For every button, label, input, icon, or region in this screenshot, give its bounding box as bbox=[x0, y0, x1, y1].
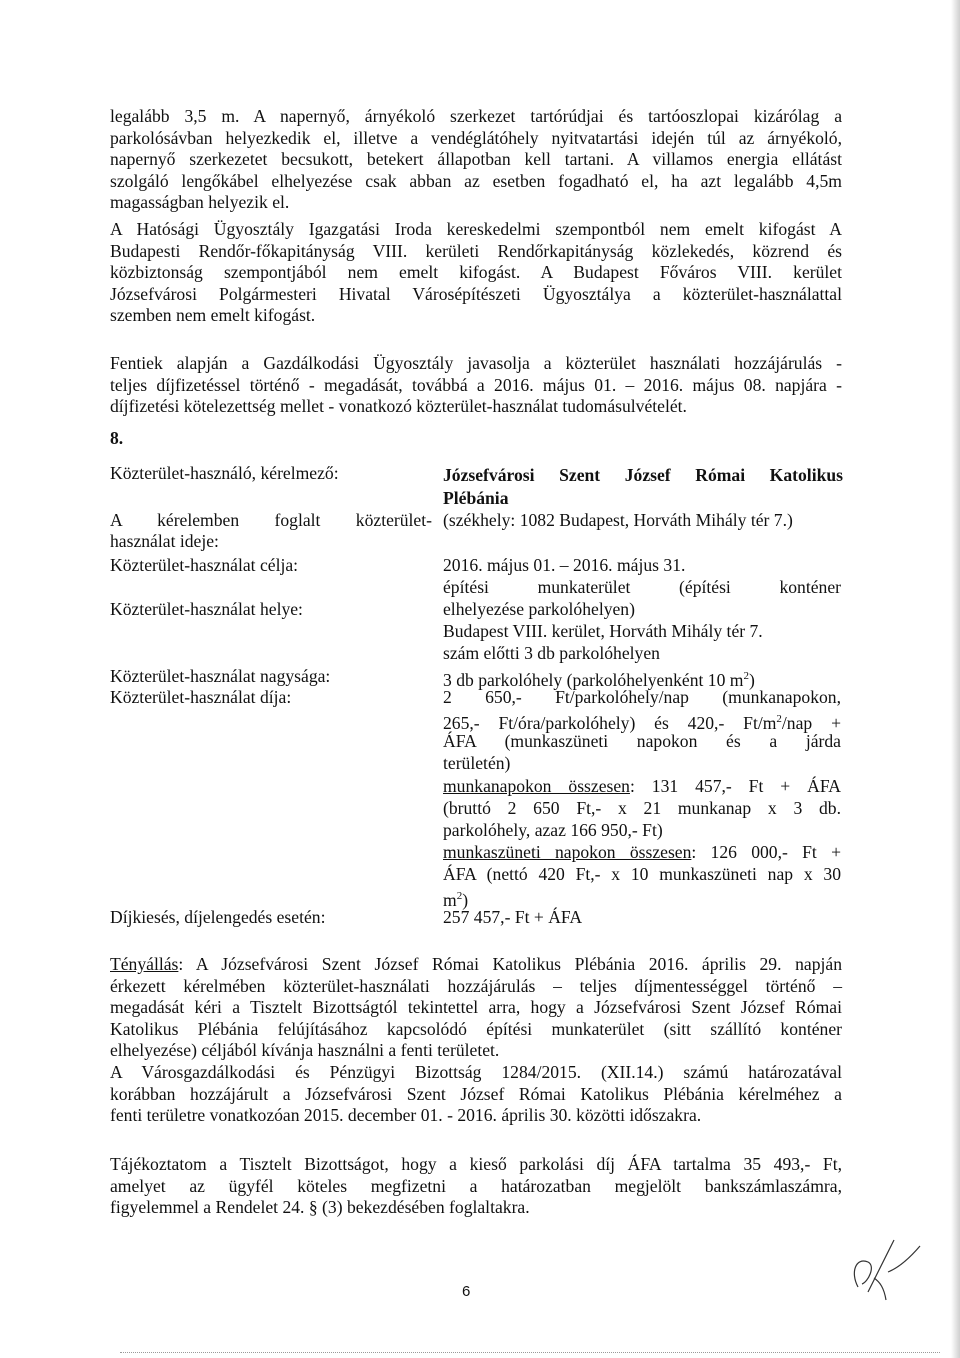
text-line: Fentiek alapján a Gazdálkodási Ügyosztály javasolja a közterület használati hozzájárulás - bbox=[110, 353, 842, 373]
scan-edge-shadow bbox=[951, 0, 960, 1358]
text-line: megadását kéri a Tisztelt Bizottságtól tekintettel arra, hogy a Józsefvárosi Szent József Római bbox=[110, 997, 842, 1017]
text-line: díjfizetési kötelezettség mellet - vonatkozó közterület-használat tudomásulvételét. bbox=[110, 396, 687, 416]
text-line: közbiztonság szempontjából nem emelt kifogást. A Budapest Főváros VIII. kerület bbox=[110, 262, 842, 282]
fee-text-a: 265,- Ft/óra/parkolóhely) és 420,- Ft/m bbox=[443, 712, 777, 733]
text-line: amelyet az ügyfél köteles megfizetni a határozatban megjelölt bankszámlaszámra, bbox=[110, 1175, 842, 1196]
text-line: A Városgazdálkodási és Pénzügyi Bizottság 1284/2015. (XII.14.) számú határozatával bbox=[110, 1062, 842, 1082]
text-line: figyelemmel a Rendelet 24. § (3) bekezdésében foglaltakra. bbox=[110, 1197, 530, 1217]
text-line: napernyő szerkezetet becsukott, betekert állapotban kell tartani. A villamos energia ellátást bbox=[110, 149, 842, 169]
workdays-total-line2: (bruttó 2 650 Ft,- x 21 munkanap x 3 db. bbox=[443, 798, 841, 818]
fee-value-line1: 2 650,- Ft/parkolóhely/nap (munkanapokon, bbox=[443, 687, 841, 707]
text-line: szolgáló lengőkábel elhelyezése csak abban az esetben fogadható el, ha azt legalább 4,5m bbox=[110, 170, 842, 191]
holidays-total-label: munkaszüneti napokon összesen bbox=[443, 842, 692, 862]
waiver-value: 257 457,- Ft + ÁFA bbox=[443, 907, 583, 927]
size-text: 3 db parkolóhely (parkolóhelyenként 10 m bbox=[443, 669, 744, 690]
holidays-sup: 2 bbox=[456, 890, 463, 902]
facts-paragraph bbox=[110, 954, 842, 1062]
fee-text-b: /nap + bbox=[781, 712, 841, 733]
text-line: szemben nem emelt kifogást. bbox=[110, 305, 316, 325]
applicant-seat: (székhely: 1082 Budapest, Horváth Mihály tér 7.) bbox=[443, 510, 793, 530]
holidays-total-value: : 126 000,- Ft + bbox=[691, 842, 841, 862]
text-line: érkezett kérelmében közterület-használati hozzájárulás – teljes díjmentességgel történő – bbox=[110, 975, 842, 996]
size-close: ) bbox=[749, 669, 755, 690]
text-line: legalább 3,5 m. A napernyő, árnyékoló szerkezet tartórúdjai és tartóoszlopai kizárólag a bbox=[110, 106, 842, 126]
holidays-close: ) bbox=[462, 889, 469, 910]
applicant-name-line1: Józsefvárosi Szent József Római Katolikus bbox=[443, 465, 843, 485]
period-value: 2016. május 01. – 2016. május 31. bbox=[443, 555, 686, 575]
size-sup: 2 bbox=[743, 670, 749, 682]
signature-mark bbox=[838, 1232, 928, 1312]
period-label-line2: használat ideje: bbox=[110, 531, 219, 551]
facts-label: Tényállás bbox=[110, 954, 179, 974]
purpose-label: Közterület-használat célja: bbox=[110, 555, 299, 575]
intro-paragraph bbox=[110, 106, 842, 214]
holidays-unit: m bbox=[443, 889, 457, 910]
facts-text: : A Józsefvárosi Szent József Római Katolikus Plébánia 2016. április 29. napján bbox=[178, 954, 842, 974]
workdays-total-label: munkanapokon összesen bbox=[443, 776, 630, 796]
signature-stroke bbox=[854, 1240, 920, 1300]
workdays-total-line3: parkolóhely, azaz 166 950,- Ft) bbox=[443, 820, 663, 840]
fee-value-line4: területén) bbox=[443, 753, 511, 773]
authority-paragraph bbox=[110, 219, 842, 327]
fee-value-line3: ÁFA (munkaszüneti napokon és a járda bbox=[443, 731, 841, 751]
waiver-label: Díjkiesés, díjelengedés esetén: bbox=[110, 907, 326, 927]
text-line: korábban hozzájárult a Józsefvárosi Szent József Római Katolikus Plébánia kérelméhez a bbox=[110, 1083, 842, 1104]
period-label-line1: A kérelemben foglalt közterület- bbox=[110, 510, 432, 530]
holidays-total-line2: ÁFA (nettó 420 Ft,- x 10 munkaszüneti nap x 30 bbox=[443, 864, 841, 884]
text-line bbox=[110, 954, 842, 976]
size-label: Közterület-használat nagysága: bbox=[110, 666, 331, 686]
location-value-line2: szám előtti 3 db parkolóhelyen bbox=[443, 643, 660, 663]
text-line: elhelyezése) céljából kívánja használni a fenti területet. bbox=[110, 1040, 500, 1060]
holidays-total-line1 bbox=[443, 842, 841, 864]
text-line: Józsefvárosi Polgármesteri Hivatal Városépítészeti Ügyosztálya a közterület-használattal bbox=[110, 283, 842, 304]
location-label: Közterület-használat helye: bbox=[110, 599, 303, 619]
text-line: magasságban helyezik el. bbox=[110, 192, 290, 212]
scan-bottom-artifact bbox=[120, 1352, 940, 1354]
fee-sup: 2 bbox=[776, 713, 782, 725]
applicant-name-line2: Plébánia bbox=[443, 488, 509, 508]
text-line: A Hatósági Ügyosztály Igazgatási Iroda kereskedelmi szempontból nem emelt kifogást A bbox=[110, 219, 842, 239]
text-line: Budapesti Rendőr-főkapitányság VIII. kerületi Rendőrkapitányság közlekedés, közrend és bbox=[110, 240, 842, 261]
fee-label: Közterület-használat díja: bbox=[110, 687, 292, 707]
text-line: teljes díjfizetéssel történő - megadását, továbbá a 2016. május 01. – 2016. május 08. napjára - bbox=[110, 374, 842, 395]
text-line: fenti területre vonatkozóan 2015. december 01. - 2016. április 30. közötti időszakra. bbox=[110, 1105, 702, 1125]
page-number: 6 bbox=[462, 1283, 471, 1300]
applicant-label: Közterület-használó, kérelmező: bbox=[110, 463, 339, 483]
committee-paragraph bbox=[110, 1062, 842, 1127]
item-number: 8. bbox=[110, 428, 124, 448]
location-value-line1: Budapest VIII. kerület, Horváth Mihály tér 7. bbox=[443, 621, 763, 641]
purpose-value-line1: építési munkaterület (építési konténer bbox=[443, 577, 841, 597]
text-line: Tájékoztatom a Tisztelt Bizottságot, hogy a kieső parkolási díj ÁFA tartalma 35 493,- Ft, bbox=[110, 1154, 842, 1174]
text-line: Katolikus Plébánia felújításához kapcsolódó építési munkaterület (sitt szállító konténer bbox=[110, 1018, 842, 1039]
workdays-total-line1 bbox=[443, 776, 841, 798]
proposal-paragraph bbox=[110, 353, 842, 418]
vat-paragraph bbox=[110, 1154, 842, 1219]
purpose-value-line2: elhelyezése parkolóhelyen) bbox=[443, 599, 635, 619]
text-line: parkolósávban helyezkedik el, illetve a vendéglátóhely nyitvatartási idején túl az árnyékoló, bbox=[110, 127, 842, 148]
workdays-total-value: : 131 457,- Ft + ÁFA bbox=[629, 776, 842, 796]
